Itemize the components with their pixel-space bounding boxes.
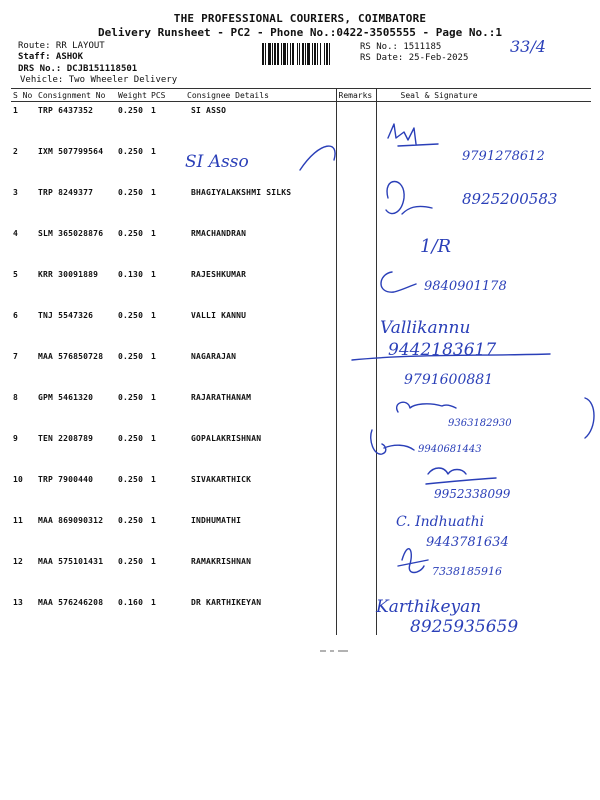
footer-dash-mark [318,647,358,655]
table-row [11,184,591,225]
cell-remarks [336,594,376,635]
cell-remarks [336,430,376,471]
col-remarks: Remarks [336,89,376,102]
cell-sno: 1 [13,106,19,115]
col-consignment: Consignment No [36,89,116,102]
barcode-bar [297,43,298,65]
barcode-bar [265,43,266,65]
table-row [11,102,591,144]
cell-pcs: 1 [151,270,157,279]
table-row [11,553,591,594]
cell-pcs: 1 [151,557,157,566]
cell-consignee: INDHUMATHI [185,512,336,553]
cell-consignment: SLM 365028876 [38,229,104,238]
table-row [11,266,591,307]
cell-signature [376,512,591,553]
cell-consignee: RAJARATHANAM [185,389,336,430]
cell-weight: 0.250 [118,147,144,156]
barcode-bar [302,43,304,65]
table-row [11,389,591,430]
cell-consignment: KRR 30091889 [38,270,99,279]
barcode-bar [287,43,288,65]
cell-pcs: 1 [151,475,157,484]
barcode-bar [324,43,325,65]
cell-consignee: RAJESHKUMAR [185,266,336,307]
cell-weight: 0.160 [118,598,144,607]
rs-number: RS No.: 1511185 [360,42,442,52]
cell-remarks [336,471,376,512]
barcode-bar [305,43,306,65]
barcode-bar [268,43,271,65]
col-pcs: PCS [149,89,185,102]
cell-weight: 0.250 [118,106,144,115]
table-row [11,471,591,512]
cell-signature [376,553,591,594]
col-sno: S No [11,89,36,102]
cell-consignment: TRP 6437352 [38,106,94,115]
cell-remarks [336,512,376,553]
barcode-bar [290,43,291,65]
cell-signature [376,389,591,430]
col-weight: Weight [116,89,149,102]
cell-weight: 0.250 [118,229,144,238]
table-header-row [11,89,591,102]
cell-sno: 7 [13,352,19,361]
name-row6: Vallikannu [380,318,471,338]
cell-consignee: NAGARAJAN [185,348,336,389]
page-subtitle: Delivery Runsheet - PC2 - Phone No.:0422-3505555 - Page No.:1 [98,26,502,39]
cell-consignment: MAA 869090312 [38,516,104,525]
cell-consignment: IXM 507799564 [38,147,104,156]
cell-signature [376,266,591,307]
cell-consignee: RMACHANDRAN [185,225,336,266]
cell-pcs: 1 [151,352,157,361]
barcode-bar [307,43,310,65]
cell-weight: 0.250 [118,352,144,361]
phone-row7: 9791600881 [404,372,494,388]
cell-remarks [336,184,376,225]
phone-row1: 9791278612 [462,149,545,164]
cell-sno: 13 [13,598,24,607]
cell-weight: 0.250 [118,434,144,443]
cell-sno: 4 [13,229,19,238]
phone-row6: 9442183617 [388,340,497,360]
cell-weight: 0.250 [118,393,144,402]
barcode-bar [277,43,279,65]
phone-row13: 8925935659 [410,617,519,637]
cell-pcs: 1 [151,516,157,525]
cell-sno: 10 [13,475,24,484]
table-row [11,307,591,348]
barcode-bar [299,43,300,65]
cell-remarks [336,225,376,266]
vehicle-label: Vehicle: Two Wheeler Delivery [20,75,178,85]
barcode-bar [262,43,264,65]
runsheet-table [11,88,591,635]
cell-remarks [336,102,376,144]
cell-sno: 8 [13,393,19,402]
cell-signature [376,307,591,348]
cell-remarks [336,389,376,430]
cell-consignment: MAA 575101431 [38,557,104,566]
barcode-bar [314,43,316,65]
cell-consignee: VALLI KANNU [185,307,336,348]
cell-pcs: 1 [151,106,157,115]
cell-sno: 3 [13,188,19,197]
cell-signature [376,102,591,144]
drs-label: DRS No.: DCJB151118501 [18,64,138,74]
table-row [11,348,591,389]
cell-consignment: TEN 2208789 [38,434,94,443]
corner-handwritten-note [506,30,576,64]
barcode-bar [292,43,294,65]
cell-consignment: TRP 8249377 [38,188,94,197]
cell-remarks [336,348,376,389]
corner-note-text: 33/4 [510,37,546,56]
route-label: Route: RR LAYOUT [18,41,105,51]
table-row [11,430,591,471]
cell-weight: 0.250 [118,311,144,320]
cell-signature [376,430,591,471]
barcode-bar [329,43,330,65]
cell-pcs: 1 [151,393,157,402]
cell-remarks [336,266,376,307]
table-row [11,143,591,184]
cell-consignment: TNJ 5547326 [38,311,94,320]
barcode-bar [320,43,321,65]
name-row2: SI Asso [185,152,249,172]
cell-consignment: GPM 5461320 [38,393,94,402]
cell-consignee: RAMAKRISHNAN [185,553,336,594]
cell-sno: 11 [13,516,24,525]
cell-signature [376,594,591,635]
phone-row10: 9952338099 [434,487,511,501]
name-row11: C. Indhuathi [396,514,485,530]
cell-weight: 0.130 [118,270,144,279]
cell-sno: 2 [13,147,19,156]
phone-row9: 9940681443 [418,444,482,455]
cell-pcs: 1 [151,311,157,320]
cell-signature [376,225,591,266]
cell-sno: 9 [13,434,19,443]
phone-row8: 9363182930 [448,418,512,429]
rs-date: RS Date: 25-Feb-2025 [360,53,469,63]
cell-remarks [336,553,376,594]
barcode-bar [283,43,286,65]
phone-row11: 9443781634 [426,535,509,550]
cell-consignment: MAA 576246208 [38,598,104,607]
cell-signature [376,471,591,512]
barcode-bar [317,43,318,65]
phone-row5: 9840901178 [424,279,507,294]
cell-consignee [185,143,336,184]
barcode-bar [272,43,273,65]
cell-pcs: 1 [151,434,157,443]
cell-consignment: TRP 7900440 [38,475,94,484]
cell-consignee: SI ASSO [185,102,336,144]
table-row [11,225,591,266]
cell-weight: 0.250 [118,516,144,525]
cell-remarks [336,143,376,184]
barcode-bar [326,43,328,65]
cell-sno: 6 [13,311,19,320]
col-signature: Seal & Signature [376,89,591,102]
staff-label: Staff: ASHOK [18,52,84,62]
cell-consignee: SIVAKARTHICK [185,471,336,512]
cell-consignee: DR KARTHIKEYAN [185,594,336,635]
cell-weight: 0.250 [118,475,144,484]
cell-sno: 5 [13,270,19,279]
cell-consignee: BHAGIYALAKSHMI SILKS [185,184,336,225]
cell-pcs: 1 [151,598,157,607]
cell-consignment: MAA 576850728 [38,352,104,361]
cell-sno: 12 [13,557,24,566]
cell-signature [376,184,591,225]
col-consignee: Consignee Details [185,89,336,102]
table-row [11,594,591,635]
page-title: THE PROFESSIONAL COURIERS, COIMBATORE [173,12,427,25]
cell-remarks [336,307,376,348]
cell-pcs: 1 [151,147,157,156]
cell-consignee: GOPALAKRISHNAN [185,430,336,471]
barcode-bar [274,43,276,65]
name-row13: Karthikeyan [376,597,482,617]
barcode-bar [281,43,282,65]
cell-pcs: 1 [151,229,157,238]
phone-row12: 7338185916 [432,565,502,578]
mark-row4: 1/R [420,236,452,257]
barcode [262,43,354,65]
barcode-bar [312,43,313,65]
table-row [11,512,591,553]
cell-weight: 0.250 [118,557,144,566]
phone-row3: 8925200583 [462,190,558,208]
cell-pcs: 1 [151,188,157,197]
cell-weight: 0.250 [118,188,144,197]
cell-signature [376,348,591,389]
cell-signature [376,143,591,184]
